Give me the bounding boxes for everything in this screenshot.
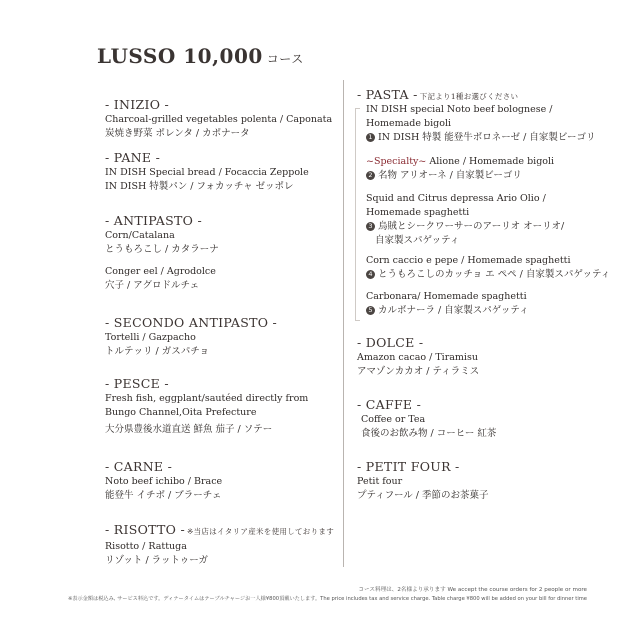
pasta-bracket-line [355, 108, 356, 320]
dish-en: Homemade spaghetti [366, 207, 470, 218]
dish-jp: 食後のお飲み物 / コーヒー 紅茶 [361, 428, 497, 439]
pasta-dish-1 [366, 103, 595, 145]
section-pane [105, 150, 309, 194]
column-divider [343, 80, 344, 567]
section-heading: - ANTIPASTO - [105, 213, 202, 228]
course-name-price: LUSSO 10,000 [97, 44, 263, 68]
dish-en: Alione / Homemade bigoli [426, 156, 555, 167]
dish-en: Coffee or Tea [361, 414, 426, 425]
course-title [97, 44, 304, 68]
section-heading: - PESCE - [105, 376, 169, 391]
dish-jp: IN DISH 特製パン / フォカッチャ ゼッポレ [105, 181, 294, 192]
dish-jp: IN DISH 特製 能登牛ボロネーゼ / 自家製ビーゴリ [378, 132, 596, 143]
section-antipasto [105, 213, 219, 293]
pasta-dish-5 [366, 290, 529, 318]
dish-jp: とうもろこし / カタラーナ [105, 244, 219, 255]
dish-jp: 烏賊とシークワーサーのアーリオ オーリオ/ [378, 221, 565, 232]
dish-jp: とうもろこしのカッチョ エ ペペ / 自家製スパゲッティ [378, 269, 611, 280]
specialty-label: ~Specialty~ [366, 156, 427, 167]
section-caffe [357, 397, 496, 441]
section-heading: - CAFFE - [357, 397, 422, 412]
dish-en: Risotto / Rattuga [105, 541, 187, 552]
section-heading: - PASTA - [357, 87, 418, 102]
number-badge: 1 [366, 133, 375, 142]
course-unit: コース [266, 52, 304, 66]
dish-en: Homemade bigoli [366, 118, 452, 129]
section-heading: - PETIT FOUR - [357, 459, 460, 474]
dish-jp: 大分県豊後水道直送 鮮魚 茄子 / ソテー [105, 424, 273, 435]
dish-en: Petit four [357, 476, 403, 487]
number-badge: 4 [366, 270, 375, 279]
dish-jp: カルボナーラ / 自家製スパゲッティ [378, 305, 529, 316]
footer-price-note: ※表示金額は税込み, サービス料込です。ディナータイムはテーブルチャージお一人様¥800頂戴いたします。The price includes tax and service charge. Table charge ¥800 will be added on your bill for dinner time [67, 596, 587, 602]
section-pesce [105, 376, 308, 437]
number-badge: 5 [366, 306, 375, 315]
section-carne [105, 459, 222, 503]
footer-course-note: コース料理は、2名様より承ります We accept the course orders for 2 people or more [358, 587, 587, 593]
rice-note: ※当店はイタリア産米を使用しております [187, 527, 334, 536]
dish-en: Carbonara/ Homemade spaghetti [366, 291, 527, 302]
section-dolce [357, 335, 479, 379]
section-heading: - PANE - [105, 150, 161, 165]
dish-en: Squid and Citrus depressa Ario Olio / [366, 193, 546, 204]
number-badge: 2 [366, 171, 375, 180]
section-risotto [105, 522, 334, 568]
dish-en: IN DISH Special bread / Focaccia Zeppole [105, 167, 309, 178]
dish-en: Bungo Channel,Oita Prefecture [105, 407, 257, 418]
dish-en: Amazon cacao / Tiramisu [357, 352, 478, 363]
dish-jp: 穴子 / アグロドルチェ [105, 280, 200, 291]
dish-en: Tortelli / Gazpacho [105, 332, 196, 343]
section-heading: - CARNE - [105, 459, 173, 474]
section-heading: - INIZIO - [105, 97, 170, 112]
section-petit-four [357, 459, 489, 503]
pasta-dish-3 [366, 192, 564, 248]
dish-en: Fresh fish, eggplant/sautéed directly from [105, 393, 309, 404]
dish-en: IN DISH special Noto beef bolognese / [366, 104, 553, 115]
dish-en: Charcoal-grilled vegetables polenta / Caponata [105, 114, 333, 125]
dish-jp: アマゾンカカオ / ティラミス [357, 366, 480, 377]
section-inizio [105, 97, 332, 141]
dish-en: Conger eel / Agrodolce [105, 266, 216, 277]
dish-jp: 名物 アリオーネ / 自家製ビーゴリ [378, 170, 522, 181]
dish-jp: リゾット / ラットゥーガ [105, 555, 209, 566]
number-badge: 3 [366, 222, 375, 231]
pasta-choice-note: 下記より1種お選びください [419, 92, 519, 101]
dish-jp: 自家製スパゲッティ [375, 235, 460, 246]
dish-jp: 能登牛 イチボ / ブラーチェ [105, 490, 222, 501]
dish-jp: 炭焼き野菜 ポレンタ / カポナータ [105, 128, 250, 139]
dish-jp: トルテッリ / ガスパチョ [105, 346, 209, 357]
section-heading: - DOLCE - [357, 335, 424, 350]
dish-en: Noto beef ichibo / Brace [105, 476, 223, 487]
dish-en: Corn/Catalana [105, 230, 175, 241]
pasta-bracket-tick [355, 320, 360, 321]
dish-jp: プティフール / 季節のお茶菓子 [357, 490, 489, 501]
pasta-bracket-tick [355, 108, 360, 109]
section-heading: - SECONDO ANTIPASTO - [105, 315, 278, 330]
section-heading: - RISOTTO - [105, 522, 186, 537]
dish-en: Corn caccio e pepe / Homemade spaghetti [366, 255, 571, 266]
pasta-dish-2 [366, 155, 554, 183]
pasta-dish-4 [366, 254, 610, 282]
section-secondo-antipasto [105, 315, 277, 359]
